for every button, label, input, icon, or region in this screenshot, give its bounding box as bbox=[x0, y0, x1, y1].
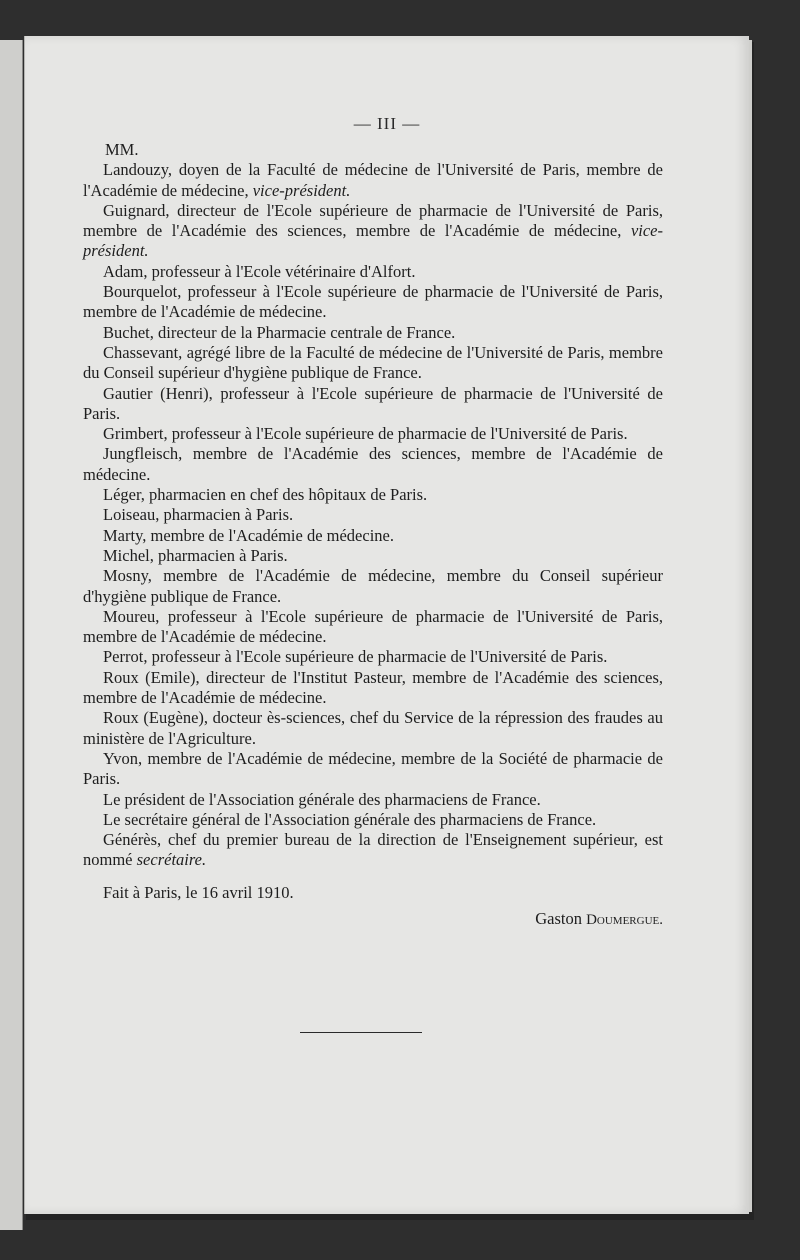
member-entry: Marty, membre de l'Académie de médecine. bbox=[103, 525, 394, 545]
signature-first-name: Gaston bbox=[535, 908, 582, 928]
date-line: Fait à Paris, le 16 avril 1910. bbox=[103, 882, 294, 902]
member-entry: Loiseau, pharmacien à Paris. bbox=[103, 505, 294, 525]
member-entry: Adam, professeur à l'Ecole vétérinaire d'Alfort. bbox=[103, 261, 416, 281]
member-entry: Léger, pharmacien en chef des hôpitaux de Paris. bbox=[103, 485, 428, 505]
document-page bbox=[24, 36, 749, 1214]
member-entry: Yvon, membre de l'Académie de médecine, membre de la Société de pharmacie de Paris. bbox=[83, 748, 663, 789]
member-entry: Moureu, professeur à l'Ecole supérieure de pharmacie de l'Université de Paris, membre de l'Académie de médecine. bbox=[83, 606, 663, 647]
salutation: MM. bbox=[105, 140, 139, 159]
member-entry: Roux (Emile), directeur de l'Institut Pasteur, membre de l'Académie des sciences, membre de l'Académie de médecine. bbox=[83, 667, 663, 708]
member-entry: Grimbert, professeur à l'Ecole supérieure de pharmacie de l'Université de Paris. bbox=[103, 424, 628, 444]
member-entry: Buchet, directeur de la Pharmacie centrale de France. bbox=[103, 322, 456, 342]
member-entry: Bourquelot, professeur à l'Ecole supérieure de pharmacie de l'Université de Paris, membre de l'Académie de médecine. bbox=[83, 282, 663, 322]
member-entry: Roux (Eugène), docteur ès-sciences, chef du Service de la répression des fraudes au ministère de l'Agriculture. bbox=[83, 708, 663, 748]
member-entry: Le président de l'Association générale des pharmaciens de France. bbox=[103, 789, 541, 809]
signature-last-name: Doumergue. bbox=[586, 911, 663, 928]
member-entry: Michel, pharmacien à Paris. bbox=[103, 545, 288, 565]
member-entry: Perrot, professeur à l'Ecole supérieure de pharmacie de l'Université de Paris. bbox=[103, 647, 608, 667]
facing-page-edge bbox=[0, 40, 23, 1230]
member-entry: Le secrétaire général de l'Association générale des pharmaciens de France. bbox=[103, 809, 597, 829]
member-entry: Guignard, directeur de l'Ecole supérieure de pharmacie de l'Université de Paris, membre de l'Académie des sciences, membre de l'Académie de médecine, vice-président. bbox=[83, 200, 663, 261]
member-entry: Gautier (Henri), professeur à l'Ecole supérieure de pharmacie de l'Université de Paris. bbox=[83, 383, 663, 423]
secretary-entry: Générès, chef du premier bureau de la direction de l'Enseignement supérieur, est nommé secrétaire. bbox=[83, 830, 663, 870]
member-entry: Chassevant, agrégé libre de la Faculté de médecine de l'Université de Paris, membre du Conseil supérieur d'hygiène publique de France. bbox=[83, 342, 663, 383]
member-entry: Mosny, membre de l'Académie de médecine, membre du Conseil supérieur d'hygiène publique de France. bbox=[83, 566, 663, 606]
signature bbox=[83, 909, 663, 930]
closing-rule bbox=[300, 1032, 422, 1033]
document-body bbox=[83, 140, 663, 930]
member-entry: Jungfleisch, membre de l'Académie des sciences, membre de l'Académie de médecine. bbox=[83, 444, 663, 484]
page-number: — III — bbox=[353, 114, 421, 133]
member-entry: Landouzy, doyen de la Faculté de médecine de l'Université de Paris, membre de l'Académie de médecine, vice-président. bbox=[83, 160, 663, 200]
